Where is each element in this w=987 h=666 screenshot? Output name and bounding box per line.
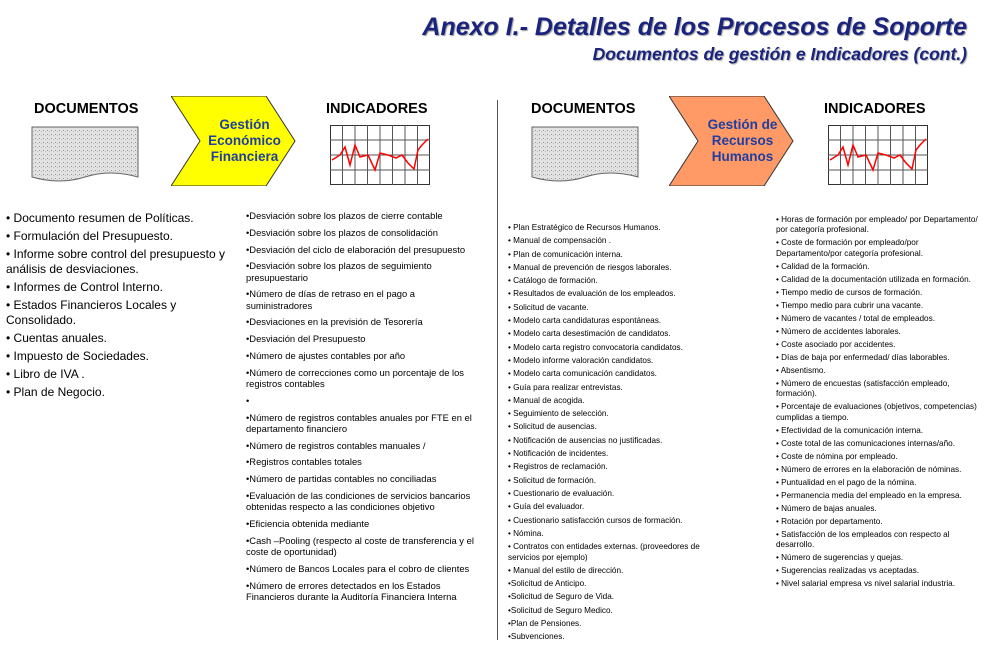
list-item: • Horas de formación por empleado/ por Departamento/ por categoría profesional. <box>776 215 978 235</box>
list-item: • Modelo carta desestimación de candidatos. <box>508 329 671 339</box>
list-item: • Número de Bancos Locales para el cobro de clientes <box>246 563 480 574</box>
list-item: • Guía para realizar entrevistas. <box>508 382 623 392</box>
list-item: • Nómina. <box>508 528 544 538</box>
list-item: • Desviación del ciclo de elaboración del presupuesto <box>246 244 480 255</box>
list-item <box>246 395 480 406</box>
document-icon <box>30 125 140 185</box>
process-label-finance: Gestión Económico Financiera <box>208 117 281 164</box>
document-icon <box>530 125 640 185</box>
list-item: • Desviación sobre los plazos de cierre contable <box>246 210 480 221</box>
list-item: •Plan de Pensiones. <box>508 619 582 629</box>
list-item: • Tiempo medio de cursos de formación. <box>776 287 923 297</box>
left-indicators-list <box>246 210 480 608</box>
list-item: • Tiempo medio para cubrir una vacante. <box>776 300 924 310</box>
left-documents-heading: DOCUMENTOS <box>34 101 139 117</box>
list-item: •Solicitud de Anticipo. <box>508 579 587 589</box>
list-item: • Solicitud de formación. <box>508 475 596 485</box>
list-item: • Número de accidentes laborales. <box>776 326 901 336</box>
list-item: • Modelo carta comunicación candidatos. <box>508 369 657 379</box>
list-item: • Cash –Pooling (respecto al coste de transferencia y el coste de oportunidad) <box>246 535 480 557</box>
left-indicators-heading: INDICADORES <box>326 101 428 117</box>
list-item: • Coste asociado por accidentes. <box>776 339 896 349</box>
page-header <box>422 12 967 66</box>
list-item: • Permanencia media del empleado en la empresa. <box>776 490 962 500</box>
list-item: • Porcentaje de evaluaciones (objetivos, competencias) cumplidas a tiempo. <box>776 402 977 422</box>
page-subtitle: Documentos de gestión e Indicadores (cont.) <box>592 44 967 64</box>
list-item: • Modelo carta registro convocatoria candidatos. <box>508 342 683 352</box>
list-item: • Número de sugerencias y quejas. <box>776 553 904 563</box>
list-item: • Plan de comunicación interna. <box>508 249 623 259</box>
list-item: • Solicitud de vacante. <box>508 302 589 312</box>
list-item: • Coste total de las comunicaciones internas/año. <box>776 438 955 448</box>
list-item: • Impuesto de Sociedades. <box>6 349 232 364</box>
list-item: • Número de vacantes / total de empleados. <box>776 313 935 323</box>
list-item: • Número de registros contables manuales / <box>246 440 480 451</box>
list-item: • Manual de compensación . <box>508 236 611 246</box>
list-item: • Eficiencia obtenida mediante <box>246 518 480 529</box>
list-item: • Contratos con entidades externas. (proveedores de servicios por ejemplo) <box>508 542 700 562</box>
list-item: • Desviación del Presupuesto <box>246 333 480 344</box>
panel-divider <box>497 100 498 640</box>
list-item: • Satisfacción de los empleados con respecto al desarrollo. <box>776 529 950 550</box>
list-item: • Libro de IVA . <box>6 367 232 382</box>
list-item: • Efectividad de la comunicación interna. <box>776 425 924 435</box>
list-item: • Desviaciones en la previsión de Tesorería <box>246 316 480 327</box>
list-item: • Calidad de la documentación utilizada en formación. <box>776 274 971 284</box>
list-item: • Notificación de incidentes. <box>508 449 609 459</box>
list-item: • Manual de acogida. <box>508 395 585 405</box>
page-title: Anexo I.- Detalles de los Procesos de Soporte <box>422 13 967 41</box>
list-item: • Plan de Negocio. <box>6 385 232 400</box>
list-item: • Rotación por departamento. <box>776 516 883 526</box>
list-item: • Registros de reclamación. <box>508 462 608 472</box>
line-chart-icon <box>330 125 430 185</box>
list-item: • Número de bajas anuales. <box>776 503 877 513</box>
list-item: • Desviación sobre los plazos de consolidación <box>246 227 480 238</box>
list-item: • Resultados de evaluación de los empleados. <box>508 289 676 299</box>
list-item: • Modelo carta candidaturas espontáneas. <box>508 316 662 326</box>
list-item: • Calidad de la formación. <box>776 261 870 271</box>
list-item: • Informes de Control Interno. <box>6 280 232 295</box>
list-item: • Absentismo. <box>776 365 826 375</box>
list-item: • Número de errores en la elaboración de nóminas. <box>776 464 962 474</box>
list-item: • Número de ajustes contables por año <box>246 350 480 361</box>
list-item: • Informe sobre control del presupuesto y análisis de desviaciones. <box>6 247 232 277</box>
list-item: •Subvenciones. <box>508 632 565 642</box>
right-indicators-list <box>776 215 984 592</box>
list-item: • Solicitud de ausencias. <box>508 422 597 432</box>
list-item: •Solicitud de Seguro Medico. <box>508 605 613 615</box>
list-item: • Guía del evaluador. <box>508 502 585 512</box>
right-documents-list <box>508 223 730 646</box>
right-documents-heading: DOCUMENTOS <box>531 101 636 117</box>
list-item: • Número de partidas contables no conciliadas <box>246 473 480 484</box>
list-item: • Formulación del Presupuesto. <box>6 229 232 244</box>
list-item: • Estados Financieros Locales y Consolidado. <box>6 298 232 328</box>
list-item: • Nivel salarial empresa vs nivel salarial industria. <box>776 579 955 589</box>
list-item: • Registros contables totales <box>246 456 480 467</box>
left-documents-list <box>6 211 232 403</box>
list-item: • Puntualidad en el pago de la nómina. <box>776 477 917 487</box>
list-item: • Modelo informe valoración candidatos. <box>508 355 654 365</box>
list-item: • Evaluación de las condiciones de servicios bancarios obtenidas respecto a las condiciones objetivo <box>246 490 480 512</box>
list-item: • Coste de nómina por empleado. <box>776 451 898 461</box>
list-item: • Notificación de ausencias no justificadas. <box>508 435 663 445</box>
list-item: • Documento resumen de Políticas. <box>6 211 232 226</box>
right-indicators-heading: INDICADORES <box>824 101 926 117</box>
list-item: • Días de baja por enfermedad/ días laborables. <box>776 352 950 362</box>
list-item: • Cuestionario satisfacción cursos de formación. <box>508 515 683 525</box>
list-item: • Desviación sobre los plazos de seguimiento presupuestario <box>246 260 480 282</box>
list-item: • Número de días de retraso en el pago a suministradores <box>246 288 480 310</box>
list-item: • Número de correcciones como un porcentaje de los registros contables <box>246 367 480 389</box>
list-item: • Cuestionario de evaluación. <box>508 488 615 498</box>
list-item: • Plan Estratégico de Recursos Humanos. <box>508 223 661 232</box>
list-item: • Seguimiento de selección. <box>508 409 609 419</box>
list-item: • Manual de prevención de riesgos laborales. <box>508 262 672 272</box>
list-item: • Número de encuestas (satisfacción empleado, formación). <box>776 378 950 399</box>
list-item: • Número de registros contables anuales por FTE en el departamento financiero <box>246 412 480 434</box>
line-chart-icon <box>828 125 928 185</box>
list-item: • Cuentas anuales. <box>6 331 232 346</box>
list-item: • Número de errores detectados en los Estados Financieros durante la Auditoría Financiera Interna <box>246 580 480 602</box>
list-item: • Manual del estilo de dirección. <box>508 565 624 575</box>
list-item: • Sugerencias realizadas vs aceptadas. <box>776 566 920 576</box>
list-item: • Catálogo de formación. <box>508 276 598 286</box>
list-item: •Solicitud de Seguro de Vida. <box>508 592 615 602</box>
list-item: • Coste de formación por empleado/por Departamento/por categoría profesional. <box>776 238 924 258</box>
process-label-hr: Gestión de Recursos Humanos <box>707 117 778 164</box>
